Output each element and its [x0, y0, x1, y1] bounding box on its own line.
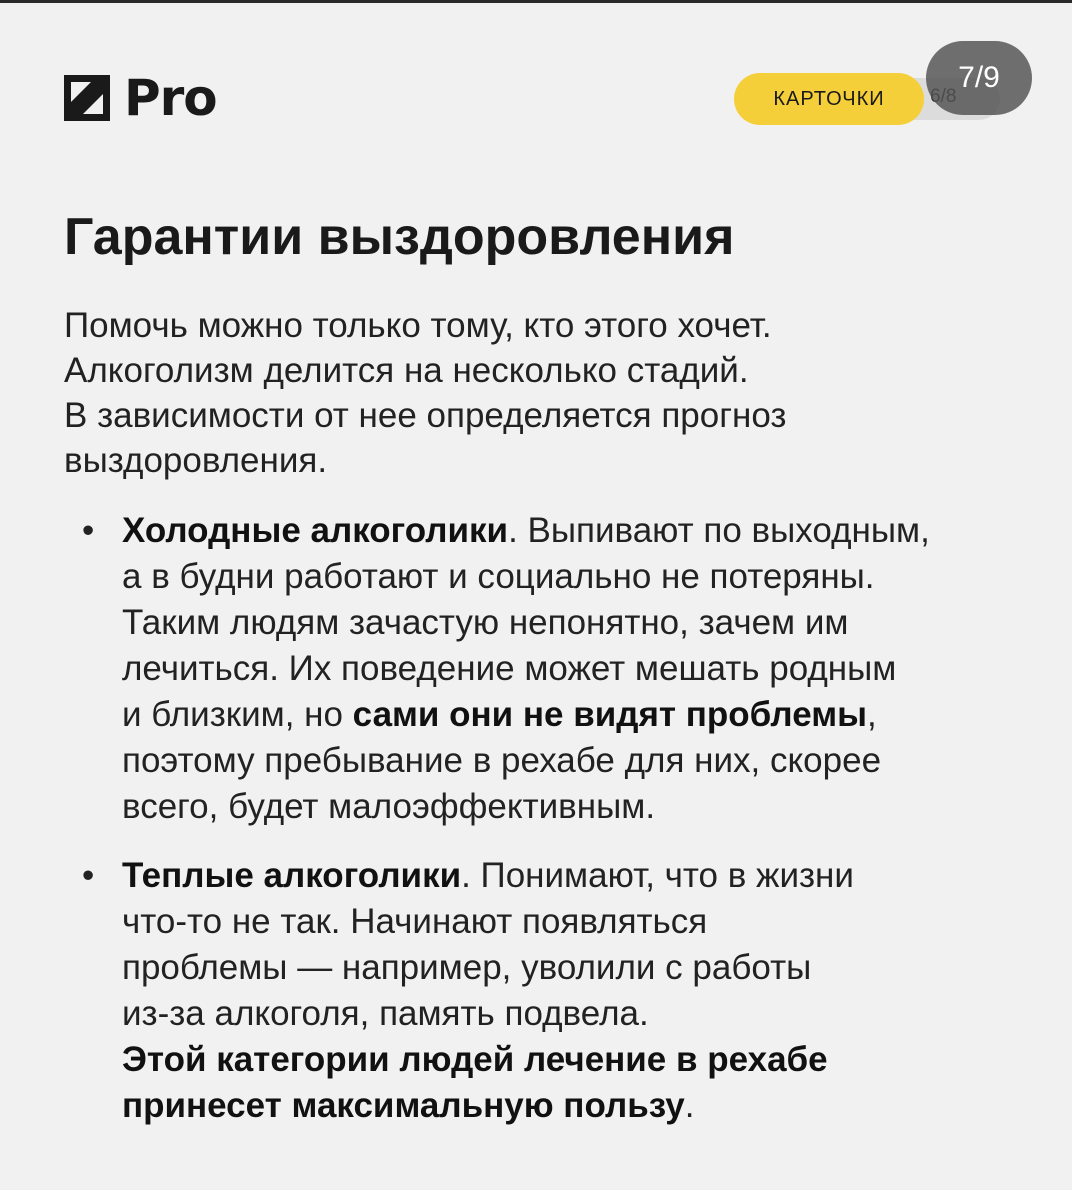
bullet-lead: Холодные алкоголики — [122, 511, 509, 550]
bullet-dot-icon: • — [82, 856, 95, 895]
bullet-emphasis: принесет максимальную пользу — [122, 1086, 685, 1125]
intro-line: Алкоголизм делится на несколько стадий. — [64, 351, 749, 390]
bullet-item-cold: • Холодные алкоголики. Выпивают по выходным, а в будни работают и социально не потеряны. Таким людям зачастую непонятно, зачем им лечиться. Их поведение может мешать родным и близким, но сами они не видят проблемы, поэтому пребывание в рехабе для них, скорее всего, будет малоэффективным. — [122, 508, 1022, 830]
intro-line: В зависимости от нее определяется прогноз — [64, 396, 787, 435]
bullet-item-warm: • Теплые алкоголики. Понимают, что в жизни что-то не так. Начинают появляться проблемы — например, уволили с работы из-за алкоголя, память подвела. Этой категории людей лечение в рехабе принесет максимальную пользу. — [122, 853, 1022, 1129]
logo-mark-icon — [64, 75, 110, 121]
logo-text: Pro — [124, 69, 217, 127]
brand-logo — [64, 70, 217, 126]
intro-line: выздоровления. — [64, 441, 328, 480]
bullet-emphasis: сами они не видят проблемы — [352, 695, 867, 734]
bullet-lead: Теплые алкоголики — [122, 856, 462, 895]
bullet-dot-icon: • — [82, 511, 95, 550]
intro-line: Помочь можно только тому, кто этого хочет. — [64, 306, 772, 345]
page-counter-badge: 7/9 — [926, 41, 1032, 115]
top-border — [0, 0, 1072, 3]
cards-chip-button[interactable]: КАРТОЧКИ — [734, 73, 924, 125]
intro-paragraph — [64, 303, 964, 483]
card-title: Гарантии выздоровления — [64, 208, 735, 266]
bullet-emphasis: Этой категории людей лечение в рехабе — [122, 1040, 828, 1079]
